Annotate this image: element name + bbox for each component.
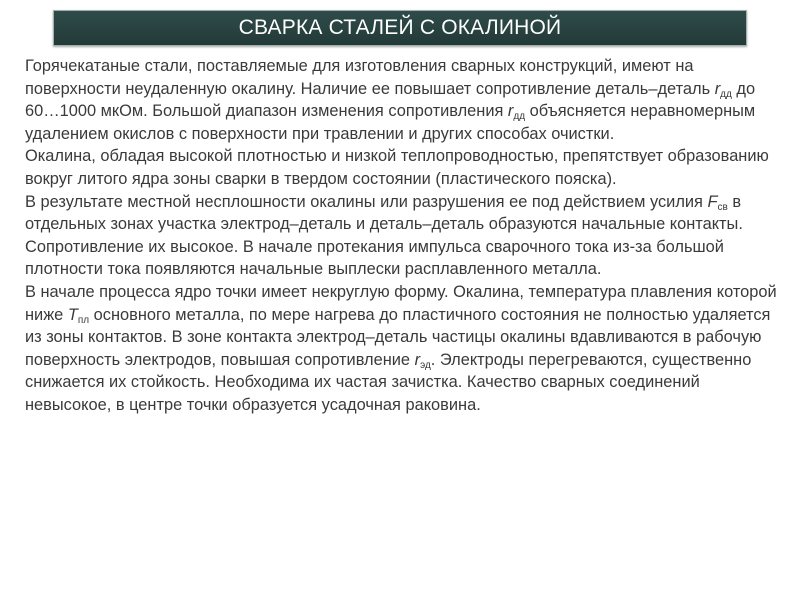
paragraph-4-text-c: . Электроды перегреваются, существенно снижается их стойкость. Необходима их частая зачистка. Качество сварных соединений невысокое, в центре точки образуется усадочная раковина. bbox=[25, 350, 752, 414]
title-bar bbox=[53, 10, 747, 46]
paragraph-1-text-b: до 60…1000 мкОм. Большой диапазон изменения сопротивления bbox=[25, 79, 756, 121]
body-text bbox=[25, 55, 785, 417]
symbol-r: r bbox=[507, 102, 514, 121]
symbol-f: F bbox=[707, 192, 718, 211]
paragraph-3-text-b: в отдельных зонах участка электрод–деталь и деталь–деталь образуются начальные контакты. Сопротивление их высокое. В начале протекания импульса сварочного тока из-за большой плотности тока появляются начальные выплески расплавленного металла. bbox=[25, 192, 743, 279]
paragraph-1-text-a: Горячекатаные стали, поставляемые для изготовления сварных конструкций, имеют на поверхности неудаленную окалину. Наличие ее повышает сопротивление деталь–деталь bbox=[25, 57, 715, 98]
subscript-dd: дд bbox=[513, 111, 526, 123]
subscript-pl: пл bbox=[77, 314, 90, 326]
paragraph-3-text-a: В результате местной несплошности окалины или разрушения ее под действием усилия bbox=[25, 192, 708, 211]
paragraph-2-text: Окалина, обладая высокой плотностью и низкой теплопроводностью, препятствует образованию вокруг литого ядра зоны сварки в твердом состоянии (пластического пояска). bbox=[25, 147, 769, 188]
symbol-r: r bbox=[714, 79, 721, 98]
slide-title: СВАРКА СТАЛЕЙ С ОКАЛИНОЙ bbox=[238, 16, 562, 39]
paragraph-1 bbox=[25, 55, 785, 145]
subscript-dd: дд bbox=[720, 88, 732, 100]
paragraph-4-text-a: В начале процесса ядро точки имеет некруглую форму. Окалина, температура плавления которой ниже bbox=[25, 282, 777, 324]
paragraph-2 bbox=[25, 145, 785, 190]
subscript-ed: эд bbox=[420, 359, 431, 371]
symbol-t: T bbox=[67, 305, 78, 324]
paragraph-4-text-b: основного металла, по мере нагрева до пластичного состояния не полностью удаляется из зоны контактов. В зоне контакта электрод–деталь частицы окалины вдавливаются в рабочую поверхность электродов, повышая сопротивление bbox=[25, 305, 771, 369]
paragraph-1-text-c: объясняется неравномерным удалением окислов с поверхности при травлении и других способах очистки. bbox=[25, 102, 756, 143]
paragraph-3 bbox=[25, 191, 785, 281]
subscript-sv: св bbox=[717, 201, 728, 213]
symbol-r: r bbox=[414, 350, 421, 369]
paragraph-4 bbox=[25, 281, 785, 417]
